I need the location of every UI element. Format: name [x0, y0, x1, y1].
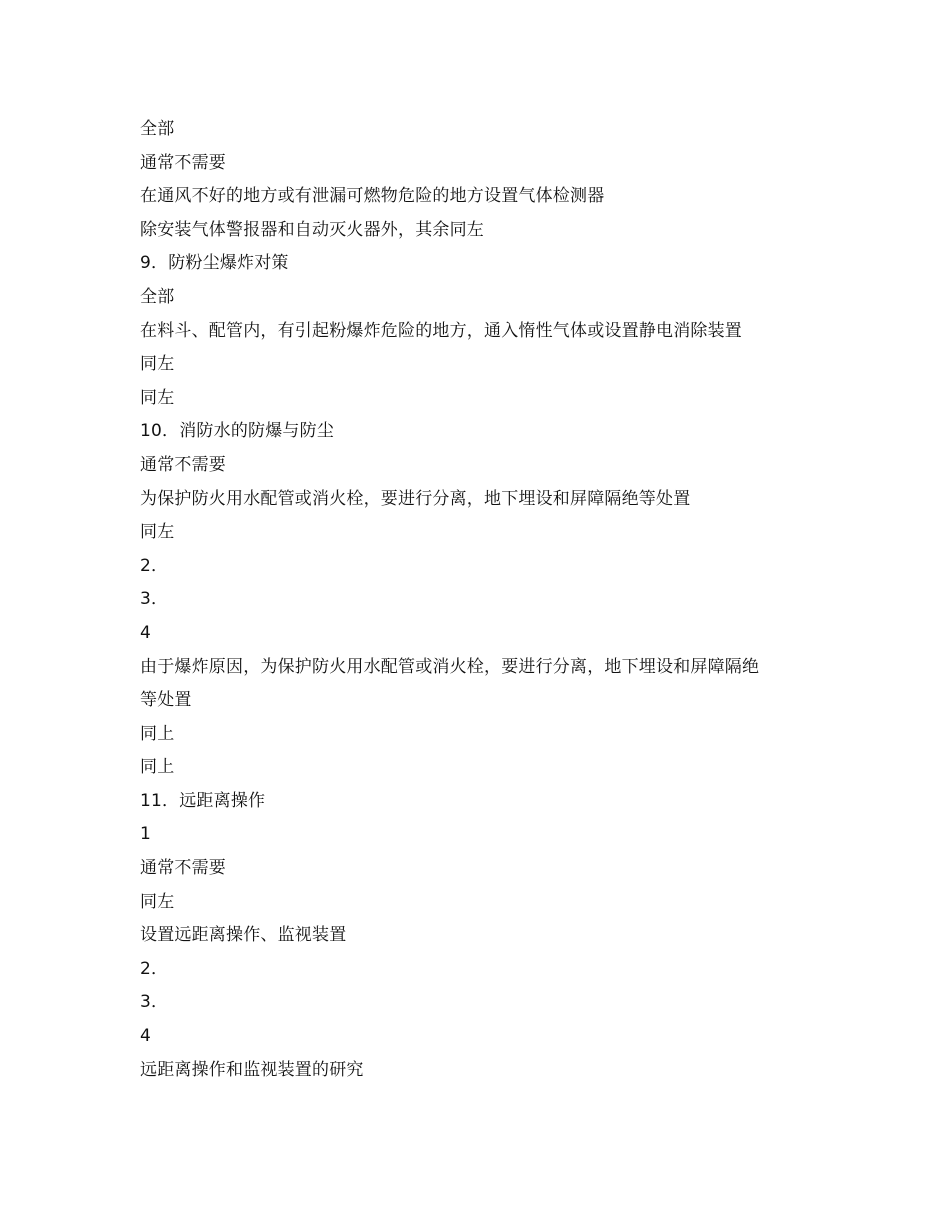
list-number: 1 [140, 824, 152, 845]
text-line: 同左 [140, 522, 175, 543]
text-line: 为保护防火用水配管或消火栓，要进行分离，地下埋设和屏障隔绝等处置 [140, 488, 691, 509]
text-line: 远距离操作和监视装置的研究 [140, 1059, 364, 1080]
text-line: 同左 [140, 354, 175, 375]
text-line: 在通风不好的地方或有泄漏可燃物危险的地方设置气体检测器 [140, 186, 605, 207]
section-heading: 10．消防水的防爆与防尘 [140, 421, 335, 442]
text-line: 通常不需要 [140, 858, 226, 879]
text-line: 等处置 [140, 690, 192, 711]
list-number: 3． [140, 992, 169, 1013]
text-line: 设置远距离操作、监视装置 [140, 925, 347, 946]
list-number: 2． [140, 555, 169, 576]
text-line: 通常不需要 [140, 152, 226, 173]
text-line: 同左 [140, 387, 175, 408]
section-heading: 11．远距离操作 [140, 790, 266, 811]
list-number: 3． [140, 589, 169, 610]
text-line: 全部 [140, 286, 175, 307]
list-number: 4 [140, 1026, 152, 1047]
text-line: 在料斗、配管内，有引起粉爆炸危险的地方，通入惰性气体或设置静电消除装置 [140, 320, 742, 341]
section-heading: 9．防粉尘爆炸对策 [140, 253, 289, 274]
text-line: 全部 [140, 119, 175, 139]
text-line: 由于爆炸原因，为保护防火用水配管或消火栓，要进行分离，地下埋设和屏障隔绝 [140, 656, 760, 677]
list-number: 4 [140, 622, 152, 643]
list-number: 2． [140, 958, 169, 979]
text-line: 同左 [140, 891, 175, 912]
document-body [140, 113, 840, 1087]
text-line: 通常不需要 [140, 454, 226, 475]
text-line: 同上 [140, 723, 175, 744]
text-line: 除安装气体警报器和自动灭火器外，其余同左 [140, 219, 484, 240]
text-line: 同上 [140, 757, 175, 778]
